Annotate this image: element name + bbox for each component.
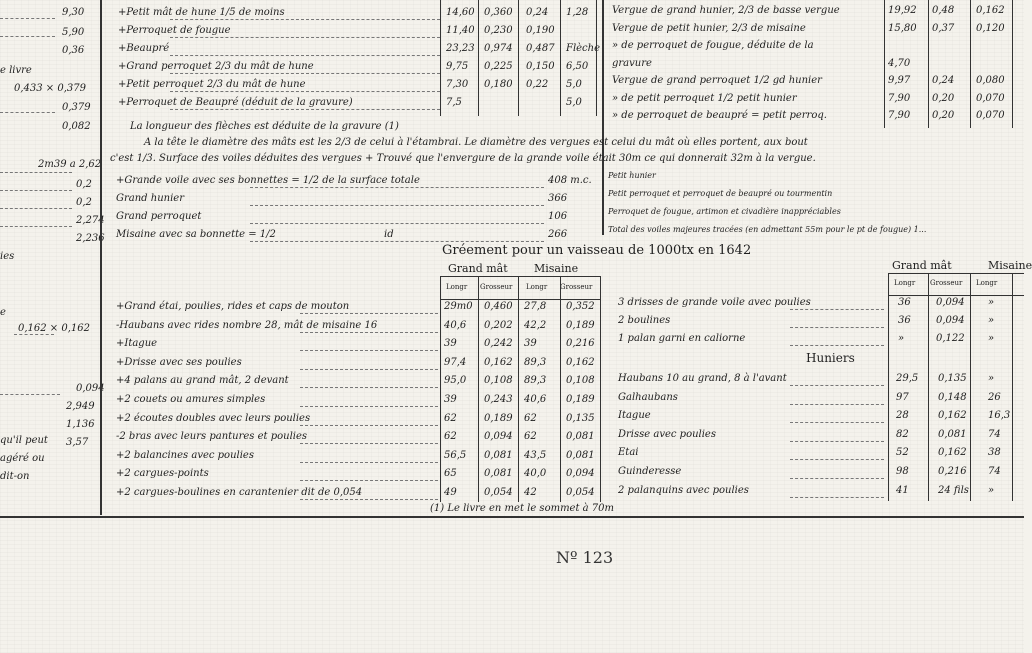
rigging-gros-grand: 0,189 <box>484 412 513 424</box>
left-text: ies <box>0 251 15 262</box>
rigging-col <box>600 276 601 502</box>
rigging-right-label: Galhaubans <box>618 391 678 403</box>
rigging-col-header: Longr <box>526 283 548 291</box>
mast-leader <box>170 55 440 56</box>
rigging-right-gros-grand: 0,162 <box>938 410 967 422</box>
mast-head: 0,22 <box>526 79 549 90</box>
rigging-group-grand: Grand mât <box>448 262 508 275</box>
sail-label: +Grande voile avec ses bonnettes = 1/2 de la surface totale <box>116 175 420 186</box>
yard-end: 0,070 <box>976 92 1005 104</box>
rigging-long-misaine: 62 <box>524 412 537 424</box>
rigging-right-long-grand: 28 <box>896 410 909 422</box>
sail-leader <box>250 205 544 206</box>
rigging-leader <box>300 406 438 407</box>
left-text: e <box>0 307 6 318</box>
rigging-right-long-misaine: 74 <box>988 466 1001 477</box>
rigging-right-label: 3 drisses de grande voile avec poulies <box>618 297 811 308</box>
mast-length: 7,5 <box>446 97 462 108</box>
mast-label: +Petit perroquet 2/3 du mât de hune <box>118 79 306 90</box>
yard-label: Vergue de petit hunier, 2/3 de misaine <box>612 22 806 34</box>
left-value: 0,379 <box>62 102 91 113</box>
sail-surface: 366 <box>548 193 568 204</box>
left-column-border <box>100 0 102 515</box>
rigging-right-long-grand: » <box>898 333 905 344</box>
rigging-right-leader <box>790 309 884 310</box>
left-text: agéré ou <box>0 453 45 464</box>
sail-surface: 408 m.c. <box>548 175 592 186</box>
rigging-right-long-grand: 29,5 <box>896 373 919 384</box>
rigging-right-header-sub <box>888 295 1024 296</box>
rigging-group-misaine: Misaine <box>534 262 579 275</box>
note-line-2: A la tête le diamètre des mâts est les 2/3 de celui à l'étambrai. Le diamètre des vergues est celui du mât où elles portent, aux bout <box>144 137 808 148</box>
mast-leader <box>170 37 440 38</box>
rigging-right-long-misaine: » <box>988 315 995 326</box>
yard-label: Vergue de grand perroquet 1/2 gd hunier <box>612 75 822 86</box>
rigging-right-long-grand: 52 <box>896 447 909 459</box>
mast-flag: 5,0 <box>566 79 582 90</box>
sail-right-label: Perroquet de fougue, artimon et civadière inappréciables <box>608 207 841 216</box>
mast-diameter: 0,225 <box>484 61 513 72</box>
left-value: 2,236 <box>76 233 105 244</box>
left-value: 0,082 <box>62 121 91 132</box>
rigging-right-leader <box>790 327 884 328</box>
mast-leader <box>170 109 440 110</box>
mast-col <box>560 0 561 116</box>
rigging-col-header: Grosseur <box>480 283 513 291</box>
rigging-label: +Drisse avec ses poulies <box>116 356 242 368</box>
yard-length: 7,90 <box>888 92 911 104</box>
rigging-long-grand: 62 <box>444 412 457 424</box>
note-line-1: La longueur des flèches est déduite de la gravure (1) <box>130 121 399 132</box>
yard-end: 0,070 <box>976 110 1005 121</box>
yard-col <box>1012 0 1013 128</box>
rigging-gros-misaine: 0,162 <box>566 356 595 368</box>
rigging-label: +Itague <box>116 338 158 350</box>
rigging-right-gros-grand: 0,216 <box>938 466 967 477</box>
rigging-right-col-header: Grosseur <box>930 279 963 287</box>
rigging-right-long-misaine: » <box>988 484 995 496</box>
rigging-gros-grand: 0,202 <box>484 319 513 331</box>
mast-col <box>518 0 519 116</box>
rigging-right-leader <box>790 459 884 460</box>
rigging-right-heading: Huniers <box>806 351 855 365</box>
sail-label: Misaine avec sa bonnette = 1/2 <box>116 229 276 240</box>
mast-length: 11,40 <box>446 25 475 36</box>
left-value: 0,2 <box>76 197 92 208</box>
rigging-col-header: Grosseur <box>560 283 593 291</box>
mast-head: 0,24 <box>526 7 549 18</box>
rigging-right-leader <box>790 497 884 498</box>
rigging-col <box>518 276 519 502</box>
rigging-right-long-misaine: 26 <box>988 391 1001 403</box>
rigging-right-long-misaine: » <box>988 333 995 344</box>
page-bottom-rule <box>0 516 1024 518</box>
yard-length: 4,70 <box>888 57 911 69</box>
rigging-gros-grand: 0,081 <box>484 468 513 480</box>
rigging-gros-misaine: 0,189 <box>566 319 595 331</box>
rigging-right-col <box>970 273 971 501</box>
rigging-right-long-misaine: 16,3 <box>988 410 1011 422</box>
rigging-right-gros-grand: 0,148 <box>938 391 967 403</box>
rigging-right-leader <box>790 404 884 405</box>
rigging-col-header: Longr <box>446 283 468 291</box>
yard-diameter: 0,24 <box>932 75 955 86</box>
rigging-col <box>440 276 441 502</box>
rigging-gros-grand: 0,081 <box>484 449 513 461</box>
note-line-3: c'est 1/3. Surface des voiles déduites des vergues + Trouvé que l'envergure de la grande voile était 30m ce qui donnerait 32m à la vergue. <box>110 153 816 164</box>
sail-label: Grand hunier <box>116 193 184 204</box>
yard-diameter: 0,48 <box>932 5 955 16</box>
rigging-leader <box>300 480 438 481</box>
left-value: 9,30 <box>62 7 85 18</box>
rigging-leader <box>300 313 438 314</box>
rigging-label: +2 écoutes doubles avec leurs poulies <box>116 412 311 424</box>
rigging-label: +4 palans au grand mât, 2 devant <box>116 375 289 387</box>
left-leader <box>0 172 72 173</box>
rigging-right-long-misaine: » <box>988 297 995 308</box>
sail-leader <box>250 223 544 224</box>
yard-label: » de perroquet de beaupré = petit perroq. <box>612 110 827 121</box>
mast-diameter: 0,180 <box>484 79 513 90</box>
rigging-leader <box>300 425 438 426</box>
rigging-label: -Haubans avec rides nombre 28, mât de misaine 16 <box>116 319 378 331</box>
rigging-right-col-header: Longr <box>894 279 916 287</box>
yard-length: 7,90 <box>888 110 911 121</box>
left-leader <box>0 36 55 37</box>
rigging-long-grand: 97,4 <box>444 356 467 368</box>
rigging-right-long-grand: 41 <box>896 484 909 496</box>
mast-diameter: 0,974 <box>484 43 513 54</box>
rigging-right-leader <box>790 478 884 479</box>
rigging-right-long-grand: 82 <box>896 428 909 440</box>
rigging-title: Gréement pour un vaisseau de 1000tx en 1642 <box>442 243 752 258</box>
rigging-gros-misaine: 0,081 <box>566 431 595 443</box>
yard-end: 0,162 <box>976 5 1005 16</box>
rigging-long-grand: 49 <box>444 487 457 498</box>
mast-label: +Beaupré <box>118 43 170 54</box>
rigging-gros-misaine: 0,135 <box>566 412 595 424</box>
mast-diameter: 0,230 <box>484 25 513 36</box>
mast-flag: 1,28 <box>566 7 589 18</box>
rigging-right-label: Haubans 10 au grand, 8 à l'avant <box>618 373 787 384</box>
mast-flag: Flèche <box>566 43 601 54</box>
rigging-leader <box>300 499 438 500</box>
rigging-gros-grand: 0,243 <box>484 394 513 405</box>
mast-leader <box>170 19 440 20</box>
rigging-leader <box>300 369 438 370</box>
rigging-right-group-misaine: Misaine <box>988 259 1032 272</box>
rigging-long-grand: 29m0 <box>444 301 473 312</box>
left-leader <box>0 208 72 209</box>
left-value: 0,162 × 0,162 <box>18 323 90 334</box>
rigging-gros-misaine: 0,189 <box>566 394 595 405</box>
left-text: e livre <box>0 65 32 76</box>
rigging-long-grand: 39 <box>444 338 457 350</box>
rigging-right-header-top <box>888 273 1024 274</box>
rigging-gros-misaine: 0,108 <box>566 375 595 387</box>
rigging-gros-grand: 0,054 <box>484 487 513 498</box>
rigging-leader <box>300 462 438 463</box>
sail-right-label: Petit hunier <box>608 171 656 180</box>
rigging-right-long-grand: 36 <box>898 297 911 308</box>
rigging-right-gros-grand: 24 fils <box>938 484 969 496</box>
rigging-right-gros-grand: 0,094 <box>936 297 965 308</box>
rigging-gros-grand: 0,162 <box>484 356 513 368</box>
left-value: 0,2 <box>76 179 92 190</box>
left-value: 2,274 <box>76 215 105 226</box>
left-value: 0,433 × 0,379 <box>14 83 86 94</box>
yard-label: » de perroquet de fougue, déduite de la <box>612 40 814 51</box>
rigging-right-col <box>1012 273 1013 501</box>
yard-label: gravure <box>612 57 652 69</box>
left-text: qu'il peut <box>0 435 48 446</box>
left-value: 2,949 <box>66 401 95 412</box>
rigging-right-gros-grand: 0,162 <box>938 447 967 459</box>
mast-col <box>478 0 479 116</box>
mast-col <box>440 0 441 116</box>
rigging-long-grand: 56,5 <box>444 449 467 461</box>
rigging-long-misaine: 40,0 <box>524 468 547 480</box>
mast-head: 0,150 <box>526 61 555 72</box>
rigging-right-col <box>928 273 929 501</box>
middle-column-border <box>602 0 604 235</box>
rigging-gros-grand: 0,460 <box>484 301 513 312</box>
rigging-long-misaine: 62 <box>524 431 537 443</box>
mast-head: 0,190 <box>526 25 555 36</box>
yard-diameter: 0,37 <box>932 22 955 34</box>
rigging-right-gros-grand: 0,094 <box>936 315 965 326</box>
rigging-right-leader <box>790 441 884 442</box>
rigging-long-misaine: 89,3 <box>524 356 547 368</box>
rigging-right-label: 1 palan garni en caliorne <box>618 333 746 344</box>
left-leader <box>14 334 54 335</box>
rigging-label: +2 cargues-boulines en carantenier dit de 0,054 <box>116 487 363 498</box>
mast-label: +Petit mât de hune 1/5 de moins <box>118 7 285 18</box>
sail-label: Grand perroquet <box>116 211 202 222</box>
yard-diameter: 0,20 <box>932 92 955 104</box>
rigging-right-leader <box>790 345 884 346</box>
left-leader <box>0 18 55 19</box>
rigging-gros-grand: 0,242 <box>484 338 513 350</box>
rigging-long-misaine: 40,6 <box>524 394 547 405</box>
rigging-label: +2 couets ou amures simples <box>116 394 266 405</box>
rigging-leader <box>300 332 438 333</box>
yard-length: 9,97 <box>888 75 911 86</box>
left-value: 3,57 <box>66 437 89 448</box>
yard-col <box>884 0 885 128</box>
left-leader <box>0 394 60 395</box>
rigging-long-misaine: 39 <box>524 338 537 350</box>
rigging-leader <box>300 443 438 444</box>
mast-label: +Perroquet de fougue <box>118 25 231 36</box>
sail-id: id <box>384 229 394 240</box>
rigging-right-label: 2 palanquins avec poulies <box>618 484 749 496</box>
left-text: dit-on <box>0 471 30 482</box>
yard-end: 0,080 <box>976 75 1005 86</box>
yard-col <box>970 0 971 128</box>
left-leader <box>0 226 72 227</box>
rigging-col <box>560 276 561 502</box>
mast-label: +Perroquet de Beaupré (déduit de la gravure) <box>118 97 353 108</box>
left-leader <box>0 112 55 113</box>
left-leader <box>0 190 72 191</box>
sail-right-label: Petit perroquet et perroquet de beaupré ou tourmentin <box>608 189 833 198</box>
left-value: 0,094 <box>76 383 105 394</box>
sail-right-label: Total des voiles majeures tracées (en admettant 55m pour le pt de fougue) 1... <box>608 225 927 234</box>
rigging-right-leader <box>790 422 884 423</box>
rigging-header-sub <box>440 299 600 300</box>
rigging-gros-misaine: 0,081 <box>566 449 595 461</box>
left-text: 2m39 a 2,62 <box>38 159 102 170</box>
rigging-right-long-misaine: 38 <box>988 447 1001 459</box>
rigging-header-top <box>440 276 600 277</box>
mast-head: 0,487 <box>526 43 555 54</box>
rigging-col <box>478 276 479 502</box>
rigging-footnote: (1) Le livre en met le sommet à 70m <box>430 503 615 514</box>
left-value: 0,36 <box>62 45 85 56</box>
rigging-gros-misaine: 0,352 <box>566 301 595 312</box>
rigging-gros-misaine: 0,054 <box>566 487 595 498</box>
rigging-long-grand: 65 <box>444 468 457 480</box>
mast-length: 23,23 <box>446 43 475 54</box>
rigging-leader <box>300 350 438 351</box>
mast-length: 9,75 <box>446 61 469 72</box>
rigging-long-grand: 62 <box>444 431 457 443</box>
rigging-right-leader <box>790 385 884 386</box>
mast-col <box>596 0 597 116</box>
rigging-long-misaine: 42,2 <box>524 319 547 331</box>
rigging-long-misaine: 27,8 <box>524 301 547 312</box>
rigging-label: +Grand étai, poulies, rides et caps de mouton <box>116 301 350 312</box>
rigging-right-col-header: Longr <box>976 279 998 287</box>
mast-leader <box>170 73 440 74</box>
rigging-long-misaine: 43,5 <box>524 449 547 461</box>
rigging-right-long-misaine: » <box>988 373 995 384</box>
yard-col <box>928 0 929 128</box>
sail-leader <box>250 187 544 188</box>
rigging-right-long-grand: 97 <box>896 391 909 403</box>
yard-diameter: 0,20 <box>932 110 955 121</box>
rigging-long-grand: 39 <box>444 394 457 405</box>
rigging-right-gros-grand: 0,122 <box>936 333 965 344</box>
sail-surface: 106 <box>548 211 568 222</box>
sail-leader <box>250 241 544 242</box>
rigging-long-grand: 40,6 <box>444 319 467 331</box>
mast-label: +Grand perroquet 2/3 du mât de hune <box>118 61 314 72</box>
rigging-gros-misaine: 0,094 <box>566 468 595 480</box>
rigging-right-group-grand: Grand mât <box>892 259 952 272</box>
rigging-leader <box>300 387 438 388</box>
rigging-right-gros-grand: 0,081 <box>938 428 967 440</box>
rigging-right-long-grand: 98 <box>896 466 909 477</box>
rigging-right-gros-grand: 0,135 <box>938 373 967 384</box>
left-value: 5,90 <box>62 27 85 38</box>
yard-label: Vergue de grand hunier, 2/3 de basse vergue <box>612 5 840 16</box>
rigging-right-label: Etai <box>618 447 639 459</box>
rigging-right-long-grand: 36 <box>898 315 911 326</box>
mast-length: 7,30 <box>446 79 469 90</box>
rigging-right-label: Itague <box>618 410 651 422</box>
yard-length: 19,92 <box>888 5 917 16</box>
left-value: 1,136 <box>66 419 95 430</box>
rigging-right-label: Guinderesse <box>618 466 682 477</box>
rigging-gros-grand: 0,108 <box>484 375 513 387</box>
rigging-right-label: Drisse avec poulies <box>618 428 716 440</box>
rigging-long-grand: 95,0 <box>444 375 467 387</box>
rigging-long-misaine: 42 <box>524 487 537 498</box>
yard-label: » de petit perroquet 1/2 petit hunier <box>612 92 797 104</box>
rigging-right-col <box>888 273 889 501</box>
rigging-right-long-misaine: 74 <box>988 428 1001 440</box>
mast-leader <box>170 91 440 92</box>
rigging-gros-misaine: 0,216 <box>566 338 595 350</box>
rigging-long-misaine: 89,3 <box>524 375 547 387</box>
yard-length: 15,80 <box>888 22 917 34</box>
yard-end: 0,120 <box>976 22 1005 34</box>
rigging-gros-grand: 0,094 <box>484 431 513 443</box>
sail-surface: 266 <box>548 229 568 240</box>
rigging-label: +2 balancines avec poulies <box>116 449 254 461</box>
rigging-label: +2 cargues-points <box>116 468 209 480</box>
mast-diameter: 0,360 <box>484 7 513 18</box>
rigging-right-label: 2 boulines <box>618 315 671 326</box>
rigging-label: -2 bras avec leurs pantures et poulies <box>116 431 308 443</box>
page-number: Nº 123 <box>556 548 614 567</box>
mast-flag: 5,0 <box>566 97 582 108</box>
mast-flag: 6,50 <box>566 61 589 72</box>
mast-length: 14,60 <box>446 7 475 18</box>
